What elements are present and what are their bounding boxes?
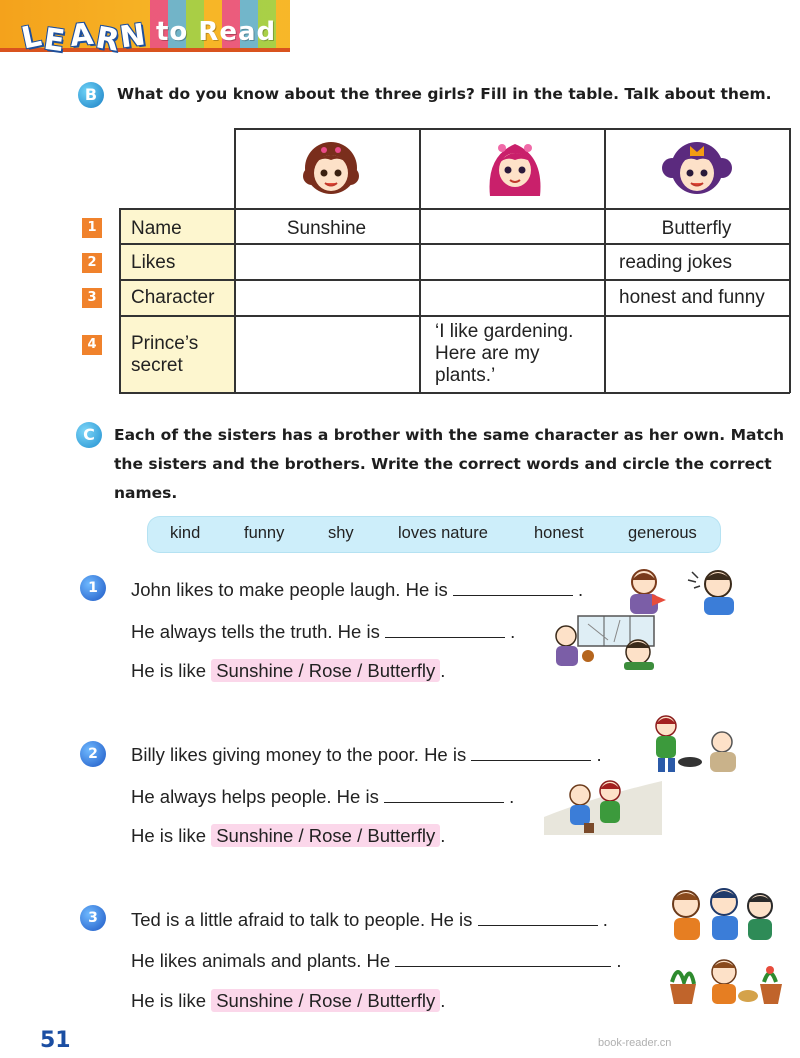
banner-letter: A — [68, 16, 95, 55]
row-label-likes: Likes — [131, 252, 176, 273]
banner-letter: R — [93, 20, 122, 59]
exercise-1-line-1: John likes to make people laugh. He is . — [131, 579, 584, 600]
cell-likes-butterfly[interactable]: reading jokes — [619, 252, 733, 273]
john-honest-scene-illustration — [548, 612, 660, 670]
exercise-2-line-3: He is like Sunshine / Rose / Butterfly . — [131, 825, 446, 846]
exercise-3-line-2: He likes animals and plants. He . — [131, 950, 622, 971]
name-choices[interactable]: Sunshine / Rose / Butterfly — [211, 989, 440, 1012]
row-number: 1 — [82, 218, 102, 238]
ted-plants-scene-illustration — [664, 952, 786, 1010]
row-label-character: Character — [131, 287, 215, 308]
section-c-instruction-line: the sisters and the brothers. Write the correct words and circle the correct — [114, 455, 772, 473]
section-b-instruction: What do you know about the three girls? Fill in the table. Talk about them. — [117, 85, 772, 103]
exercise-2-line-1: Billy likes giving money to the poor. He is . — [131, 744, 602, 765]
word-bank-item: generous — [628, 524, 697, 542]
answer-blank[interactable] — [395, 948, 611, 967]
banner-letter: N — [117, 17, 148, 56]
section-c-instruction-line: names. — [114, 484, 178, 502]
exercise-number: 3 — [80, 905, 106, 931]
name-choices[interactable]: Sunshine / Rose / Butterfly — [211, 659, 440, 682]
name-choices[interactable]: Sunshine / Rose / Butterfly — [211, 824, 440, 847]
word-bank-item: shy — [328, 524, 354, 542]
section-c-marker: C — [76, 422, 102, 448]
exercise-3-line-1: Ted is a little afraid to talk to people. He is . — [131, 909, 608, 930]
row-number: 3 — [82, 288, 102, 308]
ted-shy-boys-illustration — [666, 884, 782, 942]
cell-secret-rose[interactable]: ‘I like gardening. Here are my plants.’ — [435, 321, 574, 386]
girl-butterfly-face — [660, 138, 734, 200]
exercise-number: 2 — [80, 741, 106, 767]
answer-blank[interactable] — [384, 784, 504, 803]
word-bank-item: loves nature — [398, 524, 488, 542]
cell-name-sunshine[interactable]: Sunshine — [286, 218, 367, 239]
answer-blank[interactable] — [478, 907, 598, 926]
girl-sunshine-face — [300, 138, 362, 200]
exercise-2-line-2: He always helps people. He is . — [131, 786, 515, 807]
answer-blank[interactable] — [385, 619, 505, 638]
exercise-1-line-3: He is like Sunshine / Rose / Butterfly . — [131, 660, 446, 681]
row-label-prince-secret: Prince’s secret — [131, 333, 199, 376]
banner-letter: L — [18, 18, 45, 57]
banner-letter: E — [41, 21, 67, 60]
banner-to-read: to Read — [156, 17, 277, 47]
word-bank-item: funny — [244, 524, 285, 542]
exercise-1-line-2: He always tells the truth. He is . — [131, 621, 516, 642]
billy-giving-scene-illustration — [646, 712, 746, 776]
section-b-marker: B — [78, 82, 104, 108]
row-number: 4 — [82, 335, 102, 355]
watermark: book-reader.cn — [598, 1037, 672, 1049]
exercise-3-line-3: He is like Sunshine / Rose / Butterfly . — [131, 990, 446, 1011]
exercise-number: 1 — [80, 575, 106, 601]
cell-character-butterfly[interactable]: honest and funny — [619, 287, 765, 308]
john-laughing-boys-illustration — [622, 566, 744, 618]
page-number: 51 — [40, 1028, 71, 1053]
row-number: 2 — [82, 253, 102, 273]
section-c-instruction-line: Each of the sisters has a brother with the same character as her own. Match — [114, 426, 785, 444]
answer-blank[interactable] — [471, 742, 591, 761]
billy-helping-scene-illustration — [544, 777, 662, 835]
word-bank-item: kind — [170, 524, 201, 542]
girl-rose-face — [480, 136, 550, 198]
row-label-name: Name — [131, 218, 182, 239]
answer-blank[interactable] — [453, 577, 573, 596]
cell-name-butterfly[interactable]: Butterfly — [661, 218, 732, 239]
word-bank-item: honest — [534, 524, 584, 542]
